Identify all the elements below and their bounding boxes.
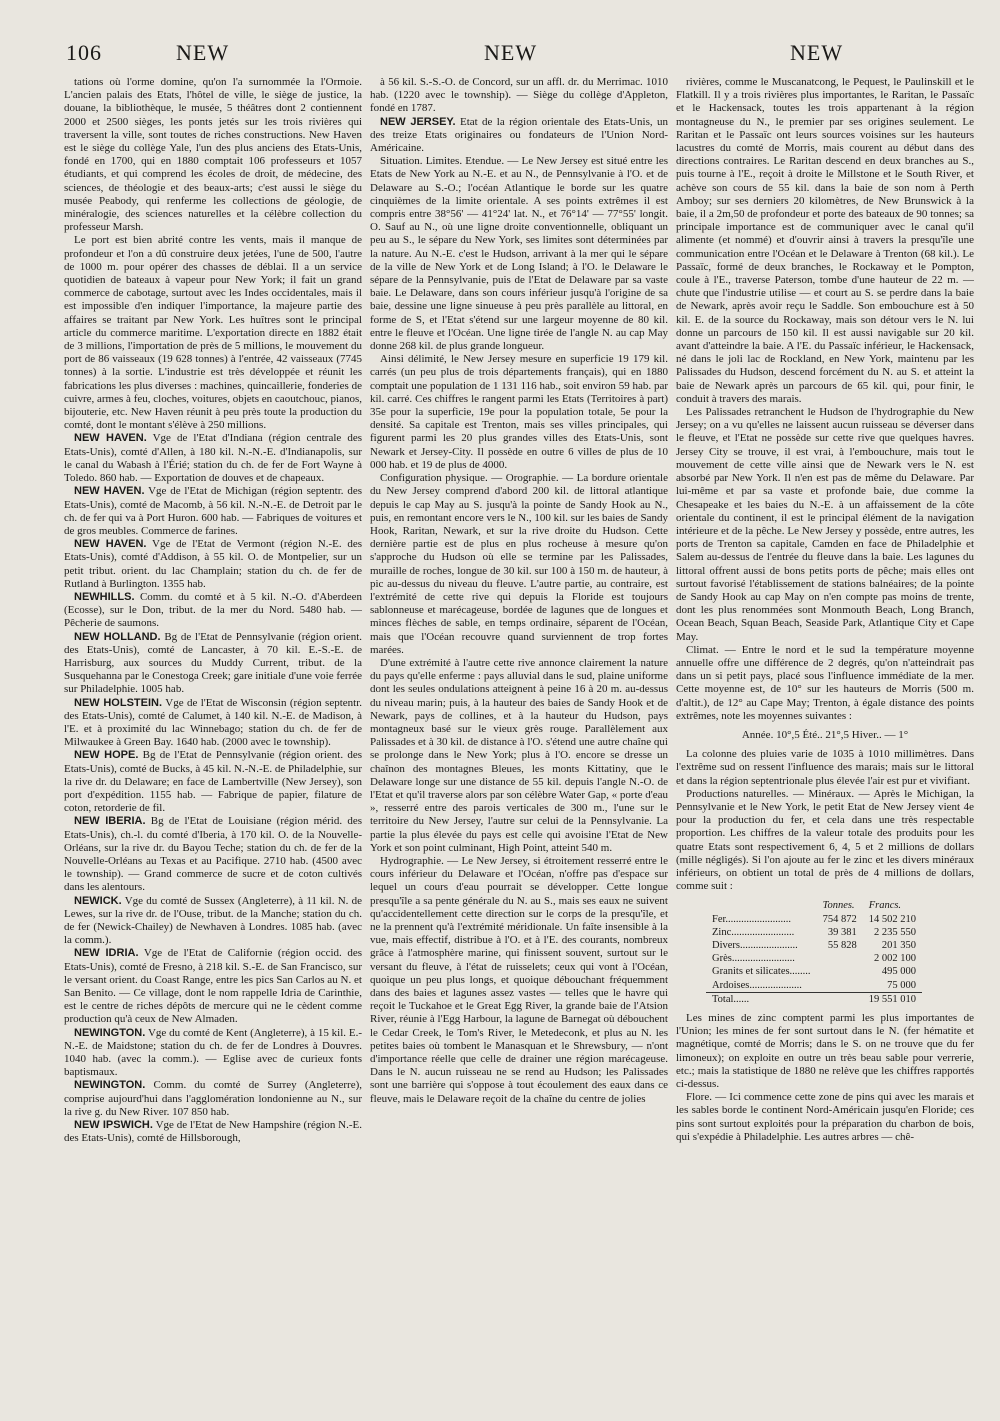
table-row (706, 913, 922, 926)
entry-headword: NEW IPSWICH. (74, 1119, 153, 1132)
total-value: 19 551 010 (863, 992, 922, 1006)
entry-text: Bg de l'Etat de Louisiane (région mérid. des Etats-Unis), ch.-l. du comté d'Iberia, à 170 kil. O. de la Nouvelle-Orléans, sur la rive dr. du Bayou Teche; station du ch. de fer de la Nouvelle-Orléans au Texas et au Pacifique. 2710 hab. (4500 avec le township). — Grand commerce de sucre et de coton cultivés dans les alentours. (64, 815, 362, 894)
table-cell (817, 979, 863, 993)
table-cell: 754 872 (822, 913, 857, 925)
table-row (706, 939, 922, 952)
entry-text: Bg de l'Etat de Pennsylvanie (région orient. des Etats-Unis), comté de Lancaster, à 70 kil. E.-S.-E. de Harrisburg, aux sources du Muddy Current, tribut. de la Susquehanna par le Conestoga Creek; gare initiale d'une voie ferrée sur Philadelphie. 1005 hab. (64, 630, 362, 696)
entry-headword: NEW HOLSTEIN. (74, 696, 163, 709)
table-row (706, 965, 922, 978)
climate-table: Année. 10°,5 Été.. 21°,5 Hiver.. — 1° (741, 728, 909, 741)
table-cell (817, 965, 863, 978)
entry-headword: NEW IBERIA. (74, 815, 146, 828)
entry-headword: NEW HOPE. (74, 749, 139, 762)
entry-headword: NEWINGTON. (74, 1026, 146, 1039)
table-cell: Zinc........................ (712, 926, 795, 938)
table-row (706, 926, 922, 939)
dictionary-entry (64, 538, 362, 591)
table-cell: Fer......................... (712, 913, 792, 925)
dictionary-entry (64, 947, 362, 1026)
entry-text: Vge de l'Etat de Wisconsin (région septentr. des Etats-Unis), comté de Calumet, à 140 kil. N.-E. de Madison, à l'E. et à proximité du lac Winnebago; station du ch. de fer de Milwaukee à Green Bay. 1640 hab. (2000 avec le township). (64, 696, 362, 749)
table-total-row (706, 992, 922, 1006)
dictionary-entry (64, 591, 362, 631)
column-left (64, 76, 362, 1406)
dictionary-entry (64, 631, 362, 697)
paragraph: Configuration physique. — Orographie. — La bordure orientale du New Jersey comprend d'abord 200 kil. de littoral atlantique depuis le cap May au S. jusqu'à la pointe de Sandy Hook au N., puis, en remontant encore vers le N., 100 kil. sur les baies de Sandy Hook, Raritan, Newark, et sur la rive droite du Hudson. Cette dernière partie est de plus en plus rocheuse à mesure qu'on s'approche du Hudson où elle se termine par les Palissades, muraille de roches, longue de 30 kil. sur 100 à 150 m. de hauteur, à pic au-dessus du niveau du fleuve. L'autre partie, au contraire, est l'extrémité de cette rive qui depuis la Floride est toujours sablonneuse et marécageuse, bordée de lagunes que de longues et minces flèches de sable, en temps ordinaire, séparent de l'Océan, mais que l'Océan recouvre quand surviennent de trop fortes marées. (370, 472, 668, 656)
dictionary-entry (64, 895, 362, 948)
paragraph: Ainsi délimité, le New Jersey mesure en superficie 19 179 kil. carrés (un peu plus de trois départements français), qui en 1880 comptait une population de 1 131 116 hab., soit environ 59 hab. par kil. carré. Ces chiffres le rangent parmi les Etats (Territoires à part) 35e pour la superficie, 19e pour la population totale, 5e pour la densité. Sa capitale est Trenton, mais ses villes principales, qui figurent parmi les 20 plus grandes villes des Etats-Unis, sont Newark et Jersey-City. Il possède en outre 6 villes de plus de 10 000 hab. et 19 de plus de 4000. (370, 353, 668, 471)
entry-headword: NEW HAVEN. (74, 538, 147, 551)
running-head-center: NEW (484, 40, 538, 65)
entry-text: Comm. du comté de Surrey (Angleterre), comprise aujourd'hui dans l'agglomération londonienne au N., sur la rive g. du New River. 107 850 hab. (64, 1079, 362, 1118)
running-head-left: NEW (176, 40, 230, 65)
entry-text: Vge de l'Etat de Californie (région occid. des Etats-Unis), comté de Fresno, à 218 kil. S.-E. de San Francisco, sur le versant orient. du Coast Range, entre les pics San Carlos au N. et San Benito. — Ce village, dont le nom rappelle Idria de Carinthie, est le centre de riches dépôts de mercure qui ne le cèdent comme production qu'à ceux de New Almaden. (64, 947, 362, 1026)
column-right (676, 76, 974, 1406)
dictionary-entry (64, 815, 362, 894)
table-header-row (706, 899, 922, 912)
table-cell: 2 002 100 (873, 953, 916, 965)
table-header-cell: Tonnes. (822, 900, 855, 912)
table-cell: 495 000 (881, 966, 916, 978)
table-cell: 14 502 210 (868, 913, 916, 925)
paragraph: La colonne des pluies varie de 1035 à 1010 millimètres. Dans l'extrême sud on ressent l'influence des marais; mais sur le littoral et dans la région septentrionale plus élevée l'air est pur et vivifiant. (676, 748, 974, 787)
paragraph: Climat. — Entre le nord et le sud la température moyenne annuelle offre une différence de 2 degrés, qu'on n'atteindrait pas dans un si petit pays, placé sous l'influence immédiate de la mer. Cette moyenne est, de 10° sur les hauteurs de Morris (500 m. d'altit.), de 12° au Cape May; Trenton, à égale distance des points extrêmes, note les moyennes suivantes : (676, 643, 974, 722)
entry-headword: NEW IDRIA. (74, 947, 139, 960)
table-cell: 55 828 (827, 940, 857, 951)
entry-headword: NEWICK. (74, 894, 122, 907)
dictionary-entry (64, 1079, 362, 1119)
page-number: 106 (66, 40, 102, 65)
entry-headword: NEWHILLS. (74, 590, 135, 603)
paragraph: tations où l'orme domine, qu'on l'a surnommée la l'Ormoie. L'ancien palais des Etats, l'hôtel de ville, le siège de justice, la douane, la bibliothèque, le musée, 5 théâtres dont 2 contiennent 2000 et 2500 sièges, les ponts jetés sur les trois rivières qui traversent la ville, sont toutes de riches constructions. New Haven est le siège du collège Yale, l'un des plus anciens des Etats-Unis, fondé en 1700, qui en 1880 comptait 106 professeurs et 1057 étudiants, et qui comprend les écoles de droit, de médecine, des sciences, de théologie et des beaux-arts; c'est aussi le siège du musée Peabody, qui renferme les collections de géologie, de minéralogie, des sciences naturelles et la célèbre collection du professeur Marsh. (64, 76, 362, 234)
table-cell: 201 350 (881, 940, 916, 951)
paragraph: rivières, comme le Muscanatcong, le Pequest, le Paulinskill et le Flatkill. Il y a trois rivières plus importantes, le Raritan, le Passaïc et le Hackensack, toutes les trois appartenant à la région montagneuse du N., le premier par ses origines seulement. Le Raritan et le Passaïc ont leurs sources voisines sur les hauteurs lacustres du comté de Morris, mais courent au début dans des directions contraires. Le Raritan descend en deux branches au S., puis tourne à l'E., reçoit à droite le Millstone et le South River, et achève son cours de 55 kil. dans la baie de son nom à Perth Amboy; sur ses derniers 20 kilomètres, de New Brunswick à la baie, il a 2m,50 de profondeur et porte des bateaux de 90 tonnes; sa principale importance est de communiquer avec le canal qu'il alimente (et nommé) et d'ouvrir ainsi à travers la presqu'île une communication entre l'Océan et le Delaware à Trenton (68 kil.). Le Passaïc, formé de deux branches, le Rockaway et le Pompton, coule à l'E., traverse Paterson, tombe d'une hauteur de 22 m. — chute que l'industrie utilise — et court au S. se perdre dans la baie de Newark, après avoir reçu le Saddle. Son embouchure est à 50 kil. E. de la source du Rockaway, mais son détour vers le N. lui donne un parcours de 150 kil. Il est aussi navigable sur 20 kil. avant d'atteindre la baie. A l'E. du Passaïc inférieur, le Hackensack, né dans le joli lac de Rockland, en New York, maintenu par les Palissades du Hudson, descend forcément du N. au S. et atteint la baie de Newark après un parcours de 65 kil. qui, pour finir, le conduit à travers des marais. (676, 76, 974, 405)
paragraph: Hydrographie. — Le New Jersey, si étroitement resserré entre le cours inférieur du Delaware et l'Océan, n'offre pas d'espace sur lequel un cours d'eau pourrait se développer. Cette longue presqu'île a sa pente générale du N. au S., mais ses eaux ne suivent qu'accidentellement cette direction sur le corps de la presqu'île, et ne la prennent qu'à l'extrémité méridionale. Un faîte insensible à la vue, mais effectif, distribue à l'O. et à l'E. des courants, nombreux grâce à l'atmosphère marine, qui finissent souvent, surtout sur le versant du fleuve, à l'état de ruisselets; ceux qui vont à l'Océan, quoique un peu plus longs, et quoique débouchant fréquemment dans des baies et lagunes assez vastes — telles que le havre qui reçoit le Tuckahoe et le Great Egg River, la grande baie de l'Atsion River, réunie à l'Egg Harbour, la lagune de Barnegat où débouchent le Cedar Creek, le Tom's River, le Metedeconk, et plus au N. les petites baies où tombent le Manasquan et le Shrewsbury, — n'ont d'importance réelle que celle de drainer une région marécageuse. Dans le N. aucun ruisseau ne se rend au Hudson; les Palissades sont une barrière qui s'oppose à tout écoulement des eaux dans ce fleuve, mais le Delaware reçoit de la chaîne du centre de jolies (370, 854, 668, 1105)
entry-text: Bg de l'Etat de Pennsylvanie (région orient. des Etats-Unis), comté de Bucks, à 45 kil. N.-N.-E. de Philadelphie, sur la rive dr. du Delaware; en face de Lambertville (New Jersey), son port d'expédition. 1155 hab. — Fabrique de papier, filature de coton, retorderie de fil. (64, 749, 362, 815)
column-center (370, 76, 668, 1406)
table-row (706, 979, 922, 993)
dictionary-entry (64, 432, 362, 485)
entry-headword: NEWINGTON. (74, 1079, 146, 1092)
paragraph: Situation. Limites. Etendue. — Le New Jersey est situé entre les Etats de New York au N.-E. et au N., de Pennsylvanie à l'O. et de Delaware au S.-O.; l'océan Atlantique le borde sur les quatre cinquièmes de la limite orientale. A ses points extrêmes il est compris entre 38°56' — 41°24' lat. N., et 76°14' — 77°55' longit. O. Sauf au N., où une ligne droite conventionnelle, obliquant un peu au S., le sépare du New York, ses limites sont déterminées par la nature. Au N.-E. c'est le Hudson, arrivant à la mer qui le sépare de la ville de New York et de Long Island; à l'O. le Delaware le sépare de la Pennsylvanie, puis de l'Etat de Delaware par sa vaste baie. Le Delaware, dans son cours inférieur jusqu'à l'origine de sa baie, dessine une ligne sinueuse à peu près parallèle au littoral, en forme de S, et l'Etat s'étend sur une largeur moyenne de 80 kil. entre le fleuve et l'Océan. Une ligne tirée de l'angle N. au cap May donne 268 kil. de plus grande longueur. (370, 155, 668, 353)
dictionary-entry (370, 116, 668, 156)
dictionary-entry (64, 749, 362, 815)
table-cell: Ardoises.................... (712, 979, 802, 991)
production-table (706, 899, 922, 1006)
table-header-cell (706, 899, 817, 912)
table-header-cell: Francs. (868, 900, 902, 912)
entry-text: Vge de l'Etat de Michigan (région septentr. des Etats-Unis), comté de Macomb, à 56 kil. N.-N.-E. de Detroit par le ch. de fer qui va à Port Huron. 600 hab. — Fabriques de voitures et de gros meubles. Commerce de farines. (64, 485, 362, 537)
table-cell: Granits et silicates........ (712, 966, 811, 978)
dictionary-entry (64, 1119, 362, 1145)
entry-text: Vge du comté de Kent (Angleterre), à 15 kil. E.-N.-E. de Maidstone; station du ch. de fer de Londres à Douvres. 1040 hab. (avec la comm.). — Eglise avec de curieux fonts baptismaux. (64, 1026, 362, 1079)
total-label: Total...... (706, 992, 817, 1006)
entry-text: Vge du comté de Sussex (Angleterre), à 11 kil. N. de Lewes, sur la rive dr. de l'Ouse, tribut. de la Manche; station du ch. de fer (Newick-Chailey) de Newhaven à Londres. 1085 hab. (avec la comm.). (64, 894, 362, 947)
paragraph: Les Palissades retranchent le Hudson de l'hydrographie du New Jersey; on a vu qu'elles ne laissent aucun ruisseau se déverser dans le fleuve, et l'Etat ne possède sur cette rive que quelques havres. Jersey City se trouve, il est vrai, à l'embouchure, mais tout le mouvement de cette ville ainsi que de Newark vers le N. est absorbé par New York. Il n'en est pas de même du Delaware. Par lui-même et par sa vaste et profonde baie, due comme la Chesapeake et les baies du N.-E. à un affaissement de la côte orientale du continent, il est le principal élément de la navigation intérieure et de la pêche. Le New Jersey y possède, entre autres, les ports de Trenton sa capitale, Camden en face de Philadelphie et Salem au-dessus de l'entrée du fleuve dans la baie. Les lagunes du littoral offrent aussi de bons petits ports de pêche; mais elles ont surtout favorisé l'établissement de stations balnéaires; de la pointe de Sandy Hook au cap May on n'en compte pas moins de trente, dont les plus renommées sont Monmouth Beach, Long Branch, Ocean Beach, Squan Beach, Seaside Park, Atlantique City et Cape May. (676, 406, 974, 643)
entry-text: Etat de la région orientale des Etats-Unis, un des treize Etats originaires ou fondateurs de l'Union Nord-Américaine. (370, 115, 668, 155)
entry-text: Vge de l'Etat de New Hampshire (région N.-E. des Etats-Unis), comté de Hillsborough, (64, 1119, 362, 1145)
entry-text: Vge de l'Etat d'Indiana (région centrale des Etats-Unis), comté d'Allen, à 180 kil. N.-N.-E. d'Indianapolis, sur le canal du Wabash à l'Érié; station du ch. de fer de Fort Wayne à Toledo. 860 hab. — Exportation de douves et de chapeaux. (64, 432, 362, 485)
paragraph: Flore. — Ici commence cette zone de pins qui avec les marais et les sables borde le continent Nord-Américain jusqu'en Floride; ces pins sont surtout exploités pour la préparation du charbon de bois, qui s'expédie à Philadelphie. Les autres arbres — chê- (676, 1091, 974, 1143)
dictionary-entry (64, 485, 362, 538)
table-cell: 75 000 (887, 979, 916, 991)
entry-text: Comm. du comté et à 5 kil. N.-O. d'Aberdeen (Ecosse), sur le Don, tribut. de la mer du Nord. 5480 hab. — Pêcherie de saumons. (64, 590, 362, 630)
entry-headword: NEW HOLLAND. (74, 630, 161, 643)
table-cell: 2 235 550 (873, 926, 916, 938)
paragraph: Les mines de zinc comptent parmi les plus importantes de l'Union; les mines de fer sont surtout dans le N. (fer hématite et magnétique, comté de Morris; dans le S. on ne trouve que du fer limoneux); on exploite en outre un très beau sable pour verrerie, etc.; mais la statistique de 1880 ne relève que les chiffres rapportés ci-dessus. (676, 1012, 974, 1091)
table-row (706, 952, 922, 965)
entry-headword: NEW HAVEN. (74, 432, 147, 445)
table-cell (817, 992, 863, 1006)
entry-text: Vge de l'Etat de Vermont (région N.-E. des Etats-Unis), comté d'Addison, à 55 kil. O. de Montpelier, sur un petit tribut. orient. du lac Champlain; station du ch. de fer de Rutland à Burlington. 1355 hab. (64, 538, 362, 590)
table-cell (817, 952, 863, 965)
dictionary-entry (64, 1027, 362, 1080)
entry-headword: NEW JERSEY. (380, 115, 456, 128)
paragraph: Productions naturelles. — Minéraux. — Après le Michigan, la Pennsylvanie et le New York, le petit Etat de New Jersey vient 4e pour la production du fer, et cela dans une très respectable proportion. Les chiffres de la valeur totale des produits pour les quatre Etats sont respectivement 6, 4, 5 et 2 millions de dollars (mille négligés). Si l'on ajoute au fer le zinc et les divers minéraux inférieurs, on obtient un total de près de 4 millions de dollars, comme suit : (676, 787, 974, 893)
paragraph: Le port est bien abrité contre les vents, mais il manque de profondeur et l'on a dû construire deux jetées, l'une de 500, l'autre de 1000 m. pour opérer des chasses de déblai. Il a un service quotidien de bateaux à vapeur pour New York; il fait un grand commerce de cabotage, surtout avec les Indes occidentales, mais il est impossible d'en indiquer l'importance, la majeure partie des affaires se traitant par New York. Les huîtres sont le principal article du commerce maritime. L'exportation directe en 1882 était de 3 millions, l'importation de près de 5 millions, le mouvement du port de 86 vaisseaux (19 628 tonnes) à l'entrée, 42 vaisseaux (7745 tonnes) à la sortie. L'industrie est très développée et réunit les fabrications les plus diverses : machines, quincaillerie, fonderies de cuivre, armes à feu, cloches, voitures, objets en caoutchouc, pianos, bijouterie, etc. New Haven réunit à peu près toute la production du comté, dont le montant s'élève à 250 millions. (64, 234, 362, 432)
table-cell: Grès........................ (712, 953, 795, 965)
entry-headword: NEW HAVEN. (74, 485, 145, 498)
paragraph: D'une extrémité à l'autre cette rive annonce clairement la nature du pays qu'elle enferme : pays alluvial dans le sud, plaine uniforme dont les seules ondulations atteignent à peine 16 à 20 m. au-dessus du niveau marin; puis, à la hauteur des baies de Sandy Hook et de Newark, pays de collines, et à la hauteur du Hudson, pays montagneux basé sur le vieux grès rouge. Parallèlement aux Palissades et à 30 kil. de distance à l'O. s'étend une autre chaîne qui se prolonge dans le New York; plus à l'O. encore se dresse un chaînon des montagnes Bleues, les monts Kittatiny, que le Delaware longe sur une distance de 55 kil. depuis l'angle N.-O. de l'Etat et qu'il traverse alors par son célèbre Water Gap, « porte d'eau », resserré entre des parois verticales de 300 m., l'une sur le territoire du New Jersey, l'autre sur celui de la Pennsylvanie. La partie la plus élevée du pays est celle qui avoisine l'Etat de New York et son point culminant, High Point, atteint 540 m. (370, 656, 668, 854)
running-head-right: NEW (790, 40, 844, 65)
dictionary-entry (64, 697, 362, 750)
table-cell: 39 381 (827, 926, 857, 938)
paragraph: à 56 kil. S.-S.-O. de Concord, sur un affl. dr. du Merrimac. 1010 hab. (1220 avec le township). — Siège du collège d'Appleton, fondé en 1787. (370, 76, 668, 115)
table-cell: Divers...................... (712, 940, 798, 951)
